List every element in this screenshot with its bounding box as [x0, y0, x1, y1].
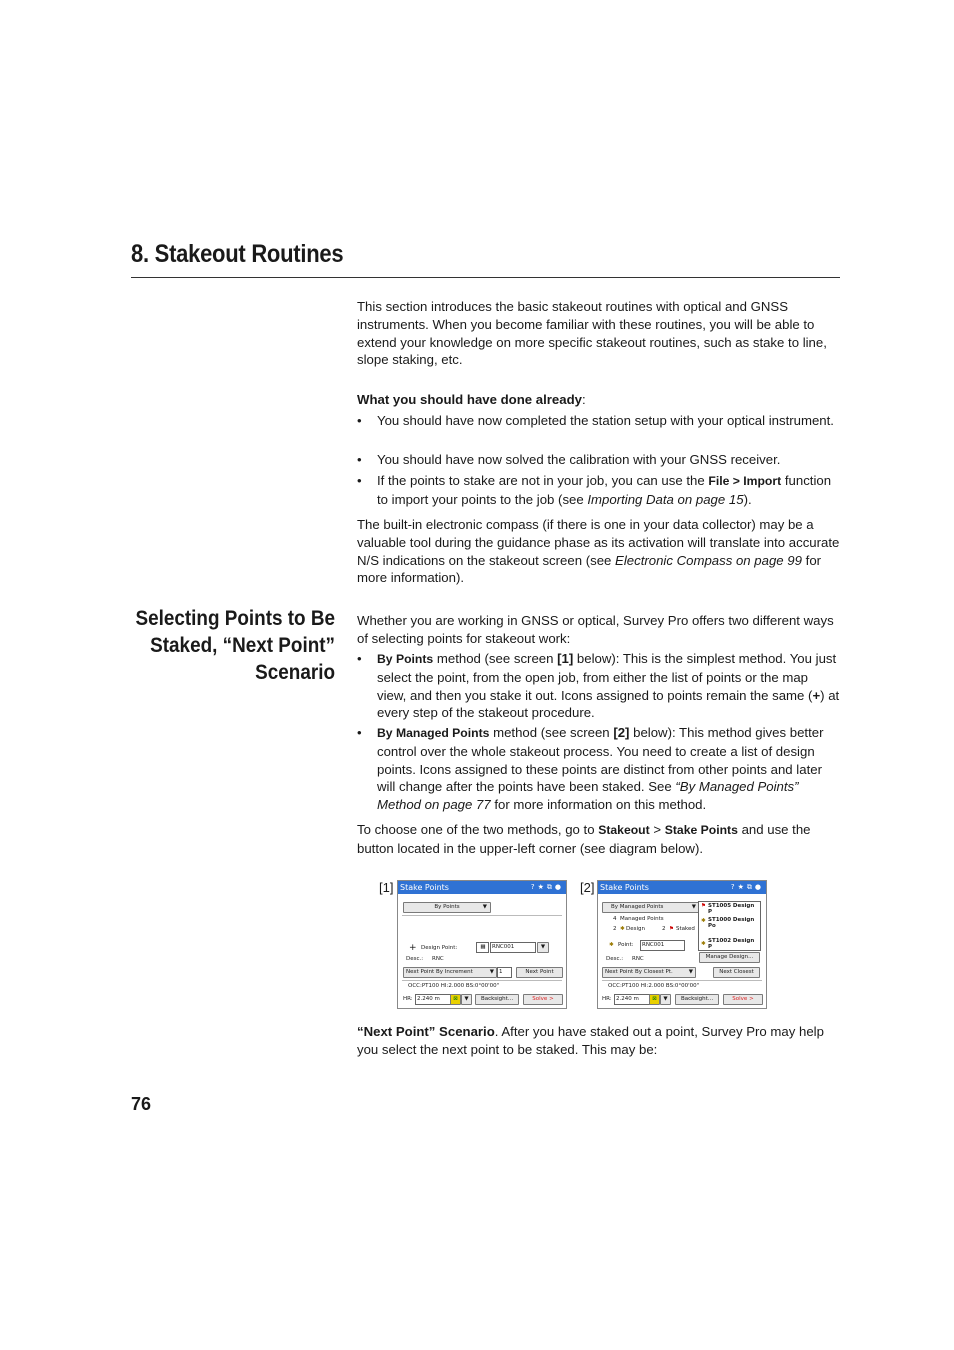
bullet-dot: • [357, 651, 362, 666]
staked-count: 2 [662, 926, 666, 932]
section-heading: Selecting Points to Be Staked, “Next Point” Scenario [135, 607, 335, 684]
list-item[interactable]: ST1000 Design Po [708, 917, 755, 929]
prereq-item [357, 472, 840, 509]
manage-design-button[interactable]: Manage Design... [699, 952, 760, 963]
list-item[interactable]: ST1005 Design P [708, 903, 755, 915]
increment-field[interactable]: 1 [497, 967, 512, 978]
screen1-label: [1] [379, 880, 394, 895]
chapter-title: 8. Stakeout Routines [131, 240, 344, 268]
choose-paragraph: To choose one of the two methods, go to Stakeout > Stake Points and use the button located in the upper-left corner (see diagram below). [357, 822, 811, 856]
map-icon[interactable]: ▦ [476, 942, 489, 953]
file-import-menu: File > Import [708, 474, 782, 488]
design-label: Design [626, 926, 645, 932]
managed-count: 4 [613, 916, 617, 922]
method-dropdown[interactable]: By Managed Points ▼ [602, 902, 700, 913]
intro-paragraph: This section introduces the basic stakeout routines with optical and GNSS instruments. When you become familiar with these routines, you will be able to extend your knowledge on more specific stakeout routines, such as stake to line, slope staking, etc. [357, 299, 827, 368]
next-closest-button[interactable]: Next Closest [713, 967, 760, 978]
prism-icon[interactable]: ⊠ [450, 994, 461, 1005]
backsight-button[interactable]: Backsight... [675, 994, 719, 1005]
prereq-heading-text: What you should have done already [357, 392, 582, 407]
status-line: OCC:PT100 HI:2.000 BS:0°00'00" [608, 983, 700, 989]
method-item [357, 724, 840, 814]
screen2-label: [2] [580, 880, 595, 895]
compass-paragraph: The built-in electronic compass (if there is one in your data collector) may be a valuable tool during the guidance phase as its activation will translate into accurate N/S indications on the stakeout screen (see Electronic Compass on page 99 for more information). [357, 517, 840, 586]
next-mode-dropdown[interactable]: Next Point By Closest Pt. ▼ [602, 967, 696, 978]
prereq-item-text: If the points to stake are not in your job, you can use the File > Import function to import your points to the job (see Importing Data on page 15). [377, 473, 832, 507]
desc-value: RNC [432, 956, 444, 962]
staked-label: Staked [676, 926, 695, 932]
title-bar [598, 881, 766, 894]
list-item[interactable]: ST1002 Design P [708, 938, 755, 950]
screen-title: Stake Points [600, 883, 649, 892]
design-icon: ✱ [620, 926, 625, 932]
prereq-item-text: You should have now solved the calibration with your GNSS receiver. [377, 452, 781, 467]
next-point-button[interactable]: Next Point [516, 967, 563, 978]
solve-button[interactable]: Solve > [523, 994, 563, 1005]
design-icon: ✱ [701, 941, 706, 947]
toolbar-icons[interactable]: ?★⧉● [530, 883, 564, 891]
chevron-down-icon[interactable]: ▼ [660, 994, 671, 1005]
prereq-heading-colon: : [581, 392, 586, 407]
screen2 [597, 880, 767, 1009]
importing-data-ref[interactable]: Importing Data on page 15 [587, 491, 744, 507]
page-number: 76 [131, 1094, 152, 1114]
design-point-label: Design Point: [421, 945, 458, 951]
plus-icon: + [409, 943, 417, 953]
design-point-field[interactable]: RNC001 [490, 942, 536, 953]
title-bar [398, 881, 566, 894]
toolbar-icons[interactable]: ?★⧉● [730, 883, 764, 891]
hr-field[interactable]: 2.240 m [415, 994, 451, 1005]
prereq-item [357, 451, 840, 469]
compass-ref[interactable]: Electronic Compass on page 99 [615, 552, 802, 568]
status-line: OCC:PT100 HI:2.000 BS:0°00'00" [408, 983, 500, 989]
bullet-dot: • [357, 725, 362, 740]
desc-label: Desc.: [406, 956, 424, 962]
desc-label: Desc.: [606, 956, 624, 962]
hr-label: HR: [602, 996, 612, 1002]
method-item-text: By Points method (see screen [1] below): This is the simplest method. You just select the point, from the open job, from either the list of points or the map view, and then you stake it out. Icons assigned to points remain the same (+) at every step of the stakeout procedure. [377, 651, 840, 721]
design-icon: ✱ [609, 942, 614, 948]
title-rule [131, 277, 840, 278]
method-item [357, 650, 840, 722]
prereq-heading [357, 391, 840, 409]
design-icon: ✱ [701, 918, 706, 924]
prism-icon[interactable]: ⊠ [649, 994, 660, 1005]
method-dropdown[interactable]: By Points ▼ [403, 902, 491, 913]
next-point-paragraph: “Next Point” Scenario. After you have staked out a point, Survey Pro may help you select the next point to be staked. This may be: [357, 1024, 824, 1057]
chevron-down-icon[interactable]: ▼ [537, 942, 549, 953]
method-item-text: By Managed Points method (see screen [2] below): This method gives better control over the whole stakeout process. You need to create a list of design points. Icons assigned to these points are distinct from other points and later will change after the points have been staked. See “By Managed Points” Method on page 77 for more information on this method. [377, 725, 824, 813]
managed-label: Managed Points [620, 916, 664, 922]
next-mode-dropdown[interactable]: Next Point By Increment ▼ [403, 967, 497, 978]
bullet-dot: • [357, 473, 362, 488]
point-label: Point: [618, 942, 634, 948]
design-count: 2 [613, 926, 617, 932]
desc-value: RNC [632, 956, 644, 962]
screen-title: Stake Points [400, 883, 449, 892]
hr-field[interactable]: 2.240 m [614, 994, 650, 1005]
bullet-dot: • [357, 413, 362, 428]
section-intro: Whether you are working in GNSS or optical, Survey Pro offers two different ways of selecting points for stakeout work: [357, 613, 834, 646]
design-points-list[interactable] [698, 901, 761, 951]
bullet-dot: • [357, 452, 362, 467]
managed-points-ref[interactable]: “By Managed Points” Method on page 77 [377, 779, 799, 813]
prereq-item-text: You should have now completed the station setup with your optical instrument. [377, 413, 834, 428]
hr-label: HR: [403, 996, 413, 1002]
screen1 [397, 880, 567, 1009]
point-field[interactable]: RNC001 [640, 940, 685, 951]
solve-button[interactable]: Solve > [723, 994, 763, 1005]
staked-flag-icon: ⚑ [701, 903, 706, 909]
backsight-button[interactable]: Backsight... [475, 994, 519, 1005]
staked-flag-icon: ⚑ [669, 926, 674, 932]
plus-icon: + [812, 687, 821, 703]
prereq-item [357, 412, 840, 430]
chevron-down-icon[interactable]: ▼ [461, 994, 472, 1005]
